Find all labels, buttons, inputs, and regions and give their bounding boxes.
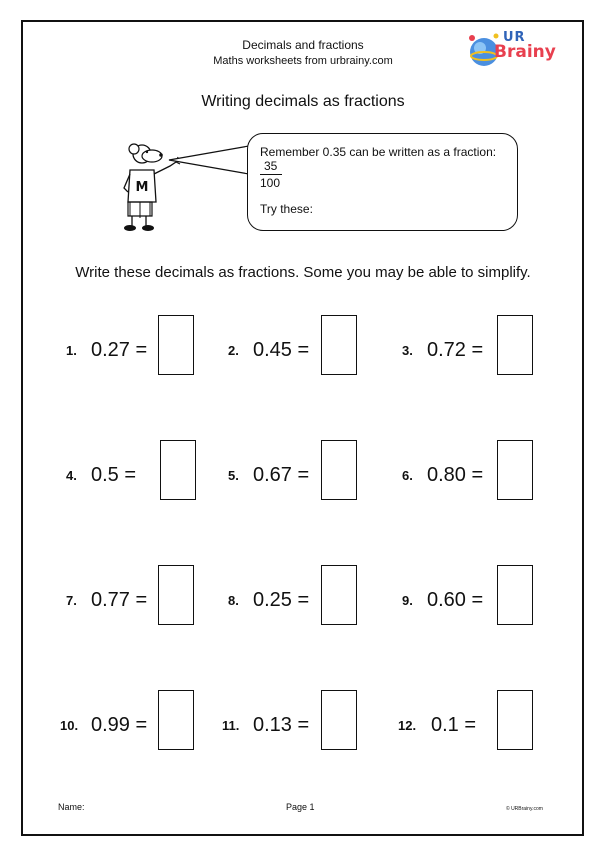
answer-box[interactable] [497,690,533,750]
answer-box[interactable] [497,440,533,500]
answer-box[interactable] [160,440,196,500]
question-number: 7. [66,593,77,608]
answer-box[interactable] [497,315,533,375]
question-2 [224,315,364,377]
question-number: 1. [66,343,77,358]
question-number: 11. [222,718,240,733]
question-10 [56,690,202,752]
question-5 [224,440,364,502]
answer-box[interactable] [321,440,357,500]
answer-box[interactable] [321,565,357,625]
question-decimal: 0.25 = [253,589,310,611]
question-decimal: 0.77 = [91,589,148,611]
question-number: 4. [66,468,77,483]
question-7 [62,565,202,627]
mascot-shirt-letter: M [135,180,149,195]
question-number: 10. [60,718,79,733]
answer-box[interactable] [497,565,533,625]
question-6 [398,440,538,502]
instruction-text: Write these decimals as fractions. Some you may be able to simplify. [75,264,531,281]
copyright-text: © URBrainy.com [506,806,543,812]
bubble-try-text: Try these: [260,202,313,216]
question-decimal: 0.80 = [427,464,484,486]
question-12 [394,690,540,752]
speech-pointer [165,132,255,192]
question-number: 2. [228,343,239,358]
answer-box[interactable] [321,690,357,750]
question-decimal: 0.72 = [427,339,484,361]
answer-box[interactable] [158,690,194,750]
answer-box[interactable] [158,565,194,625]
question-number: 8. [228,593,239,608]
urbrainy-logo [466,28,562,72]
worksheet-title: Decimals and fractions [242,38,364,52]
question-decimal: 0.60 = [427,589,484,611]
question-number: 6. [402,468,413,483]
question-number: 9. [402,593,413,608]
question-decimal: 0.67 = [253,464,310,486]
speech-bubble [247,133,518,231]
question-11 [218,690,364,752]
worksheet-subtitle: Maths worksheets from urbrainy.com [213,55,393,67]
question-decimal: 0.45 = [253,339,310,361]
question-number: 12. [398,718,417,733]
question-3 [398,315,538,377]
fraction-bar [260,174,282,175]
question-8 [224,565,364,627]
question-decimal: 0.5 = [91,464,137,486]
question-decimal: 0.27 = [91,339,148,361]
question-4 [62,440,202,502]
answer-box[interactable] [158,315,194,375]
question-9 [398,565,538,627]
logo-brainy-text: Brainy [494,42,556,62]
logo-ur-text: UR [503,30,526,45]
question-decimal: 0.1 = [431,714,477,736]
bubble-denominator: 100 [260,176,281,190]
question-decimal: 0.13 = [253,714,310,736]
bubble-reminder-text: Remember 0.35 can be written as a fraction: [260,145,497,159]
question-number: 3. [402,343,413,358]
question-decimal: 0.99 = [91,714,148,736]
section-heading: Writing decimals as fractions [201,93,405,110]
answer-box[interactable] [321,315,357,375]
name-label: Name: [58,802,85,812]
question-1 [62,315,202,377]
page-number: Page 1 [286,802,315,812]
bubble-numerator: 35 [264,159,278,173]
question-number: 5. [228,468,239,483]
